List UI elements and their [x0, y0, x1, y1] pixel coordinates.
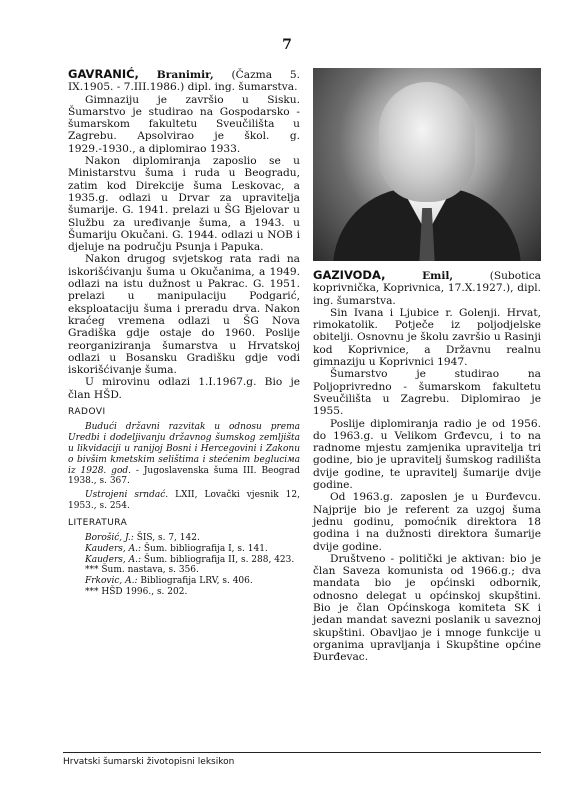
lit-author: Borošić, J.:: [85, 532, 134, 543]
literatura-item: [68, 576, 300, 587]
literatura-heading: LITERATURA: [68, 517, 128, 528]
entry-firstname: Emil,: [422, 270, 454, 282]
radovi-item: [68, 490, 300, 512]
paragraph: Od 1963.g. zaposlen je u Đurđevcu. Najprije bio je referent za uzgoj šuma jednu godinu, pomoćnik direktora 18 godina i na dužnosti direktora šumarije dvije godine.: [313, 491, 541, 553]
lit-author: ***: [85, 586, 99, 597]
paragraph: Nakon drugog svjetskog rata radi na iskorišćivanju šuma u Okučanima, a 1949. odlazi na istu dužnost u Pakrac. G. 1951. prelazi u manipulaciju Podgarić, eksploataciju šuma i preradu drva. Nakon kraćeg vremena odlazi u ŠG Nova Gradiška gdje ostaje do 1960. Poslije reorganiziranja šumarstva u Hrvatskoj odlazi u Bosansku Gradišku gdje vodi iskorišćivanje šuma.: [68, 253, 300, 377]
paragraph: Šumarstvo je studirao na Poljoprivredno - šumarskom fakultetu Sveučilišta u Zagrebu. Diplomirao je 1955.: [313, 368, 541, 418]
entry-birth-info: (Subotica koprivnička, Koprivnica, 17.X.1927.), dipl. ing. šumarstva.: [313, 270, 541, 307]
work-title: Ustrojeni srndać.: [85, 490, 169, 501]
literatura-list: [68, 533, 300, 598]
literatura-item: [68, 587, 300, 598]
lit-source: Šum. nastava, s. 356.: [98, 565, 199, 576]
literatura-item: [68, 533, 300, 544]
right-column: [313, 269, 541, 664]
literatura-item: [68, 544, 300, 555]
lit-author: Kauders, A.:: [85, 554, 142, 565]
entry-heading: [313, 269, 541, 307]
photo-face: [379, 82, 475, 202]
work-source: - Jugoslavenska šuma III. Beograd 1938., s. 367.: [68, 465, 300, 487]
radovi-list: [68, 422, 300, 511]
footer-divider: [63, 752, 541, 753]
lit-source: HŠD 1996., s. 202.: [98, 586, 188, 597]
radovi-item: [68, 422, 300, 487]
lit-author: Frkovic, A.:: [85, 576, 138, 587]
paragraph: Nakon diplomiranja zaposlio se u Ministarstvu šuma i ruda u Beogradu, zatim kod Direkcije šuma Leskovac, a 1935.g. odlazi u Drvar za upravitelja šumarije. G. 1941. prelazi u ŠG Bjelovar u Službu za uređivanje šuma, a 1943. u Šumariju Okučani. G. 1944. odlazi u NOB i djeluje na području Psunja i Papuka.: [68, 155, 300, 254]
page-number: 7: [282, 37, 292, 53]
footer-text: Hrvatski šumarski životopisni leksikon: [63, 757, 235, 767]
entry-surname: GAVRANIĆ,: [68, 67, 139, 81]
lit-author: Kauders, A.:: [85, 543, 142, 554]
entry-surname: GAZIVODA,: [313, 268, 386, 282]
paragraph: Gimnaziju je završio u Sisku. Šumarstvo je studirao na Gospodarsko - šumarskom fakultetu Sveučilišta u Zagrebu. Apsolvirao je škol. g. 1929.-1930., a diplomirao 1933.: [68, 93, 300, 155]
work-source: LXII, Lovački vjesnik 12, 1953., s. 254.: [68, 490, 300, 511]
radovi-heading: RADOVI: [68, 407, 106, 418]
paragraph: Poslije diplomiranja radio je od 1956. do 1963.g. u Velikom Grđevcu, i to na radnome mjestu zamjenika upravitelja tri godine, bio je upravitelj šumskog radilišta dvije godine, te upravitelj šumarije dvije godine.: [313, 417, 541, 492]
literatura-item: [68, 555, 300, 566]
lit-source: Bibliografija LRV, s. 406.: [137, 576, 253, 587]
entry-firstname: Branimir,: [156, 69, 214, 81]
lit-source: Šum. bibliografija I, s. 141.: [141, 543, 268, 554]
lit-author: ***: [85, 565, 99, 576]
paragraph: U mirovinu odlazi 1.I.1967.g. Bio je član HŠD.: [68, 376, 300, 401]
literatura-item: [68, 565, 300, 576]
portrait-photo: [313, 68, 541, 261]
left-column: [68, 68, 300, 598]
entry-birth-info: (Čazma 5. IX.1905. - 7.III.1986.) dipl. ing. šumarstva.: [68, 69, 300, 94]
paragraph: Društveno - politički je aktivan: bio je član Saveza komunista od 1966.g.; dva mandata bio je općinski odbornik, odnosno delegat u općinskoj skupštini. Bio je član Općinskoga komiteta SK i jedan mandat savezni poslanik u saveznoj skupštini. Obavljao je i mnoge funkcije u organima upravljanja i Skupštine općine Đurđevac.: [313, 552, 541, 664]
entry-heading: [68, 68, 300, 94]
lit-source: ŠIS, s. 7, 142.: [133, 532, 200, 543]
paragraph: Sin Ivana i Ljubice r. Golenji. Hrvat, rimokatolik. Potječe iz poljodjelske obitelji. Osnovnu je školu završio u Rasinji kod Koprivnice, a Državnu realnu gimnaziju u Koprivnici 1947.: [313, 306, 541, 369]
lit-source: Šum. bibliografija II, s. 288, 423.: [141, 554, 295, 565]
work-title: Budući državni razvitak u odnosu prema Uredbi i dodeljivanju državnog šumskog zemljišta u likvidaciji u ranijoj Bosni i Hercegovini i Zakonu o bivšim kmetskim selištima i stećenim begluciма iz 1928. god.: [68, 422, 300, 476]
